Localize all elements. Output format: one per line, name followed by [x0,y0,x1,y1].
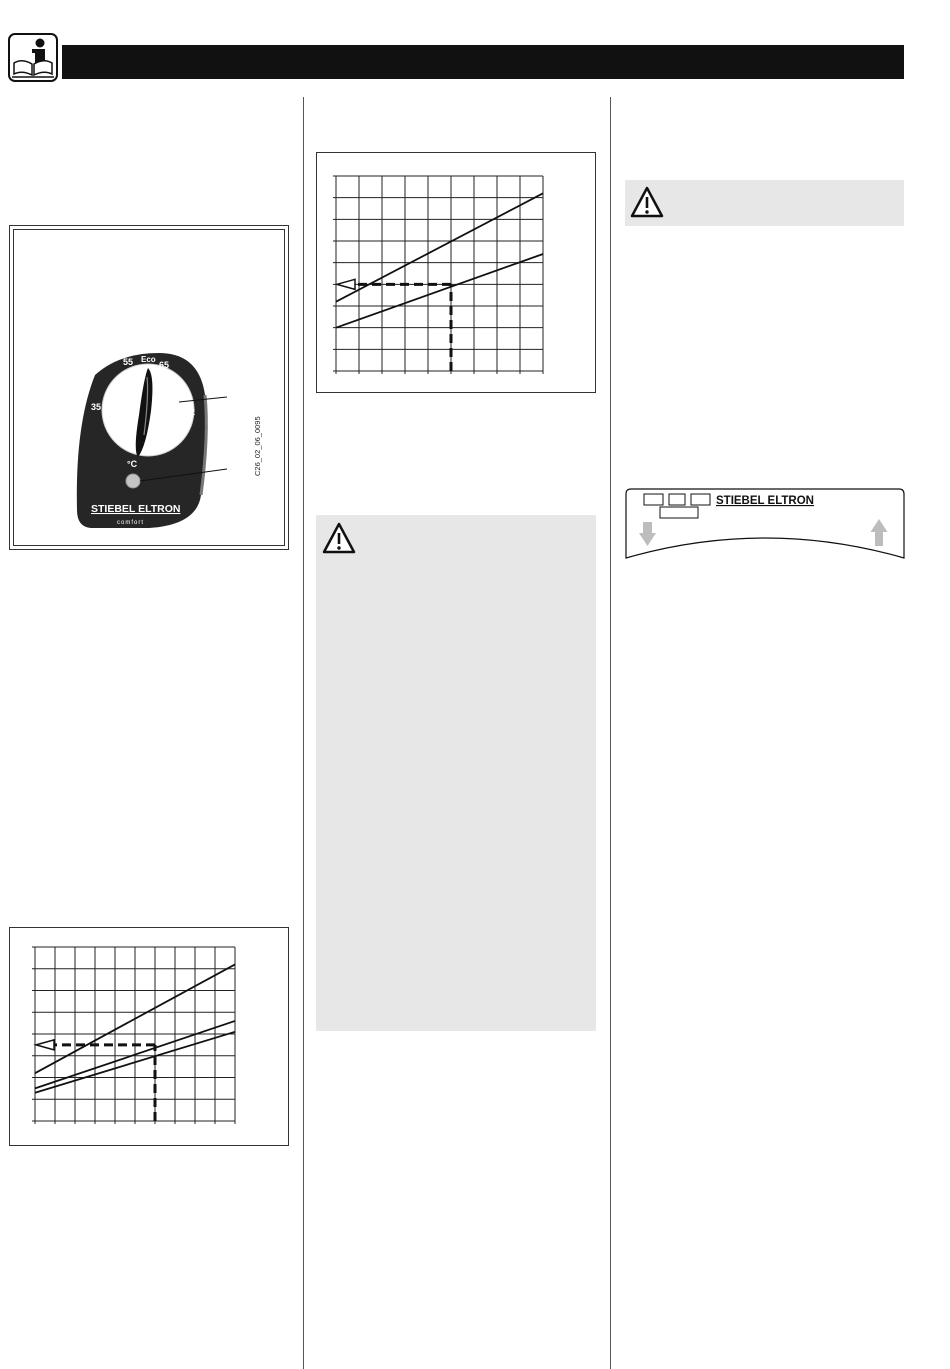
warning-note-short [625,180,904,226]
temperature-dial [9,225,289,550]
chart-2 [316,152,596,393]
dial-brand: STIEBEL ELTRON [91,503,181,515]
scale-label-55: 55 [123,357,134,367]
figure-code: C26_02_06_0095 [253,416,262,476]
column-divider [303,97,304,1369]
unit-label: °C [127,459,138,469]
arrow-left-icon [36,1040,54,1050]
display-brand: STIEBEL ELTRON [716,495,814,507]
series-line-1 [336,193,543,301]
scale-label-eco: Eco [141,355,156,364]
series-line-2 [336,254,543,328]
warning-triangle-icon [321,521,357,555]
header-bar [62,45,904,79]
scale-label-65: 65 [159,360,170,370]
display-panel [625,488,905,560]
column-divider [610,97,611,1369]
scale-label-35: 35 [91,402,102,412]
arrow-left-icon [337,279,355,289]
chart-1 [9,927,289,1146]
scale-label-82: 82 [185,407,196,417]
manual-info-icon [8,33,58,82]
dial-subbrand: comfort [117,520,145,526]
warning-triangle-icon [629,185,665,219]
warning-note [316,515,596,1031]
